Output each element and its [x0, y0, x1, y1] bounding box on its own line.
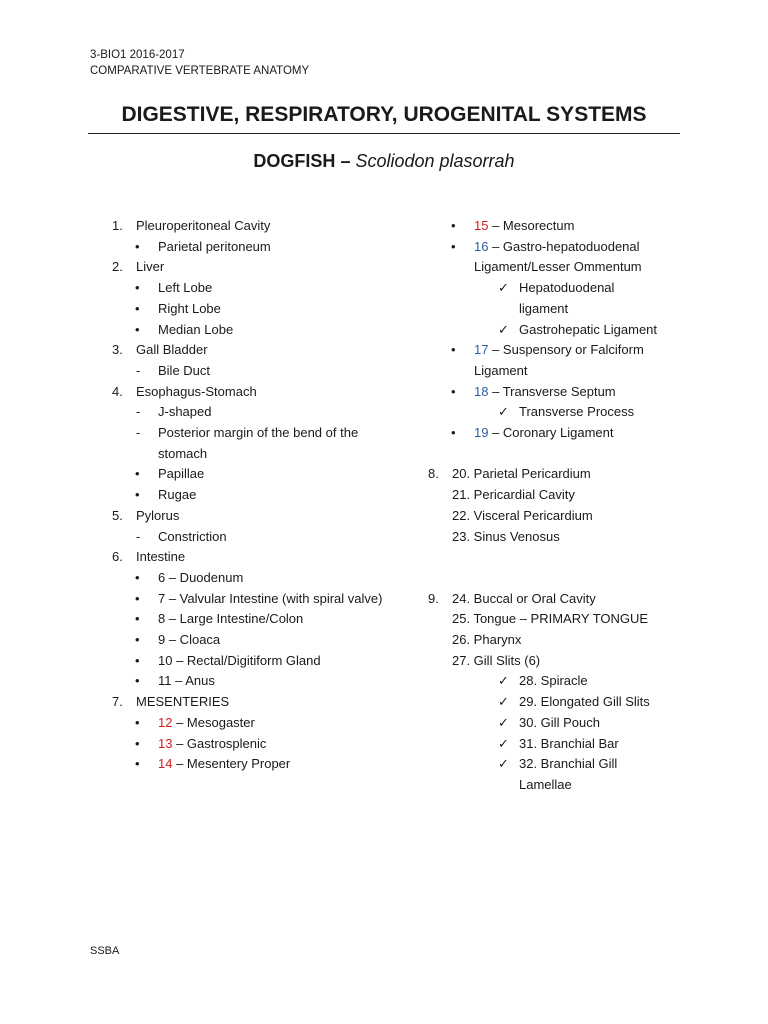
- dash-icon: -: [136, 404, 141, 420]
- sub-item: [112, 630, 402, 651]
- item-number: 12: [158, 714, 173, 730]
- sub-item-text: 7 – Valvular Intestine (with spiral valve): [158, 590, 383, 606]
- check-item-text: Hepatoduodenal ligament: [519, 280, 615, 316]
- sub-item-text: Papillae: [158, 466, 205, 482]
- bullet-icon: •: [135, 321, 140, 337]
- list-item-text: 23. Sinus Venosus: [452, 528, 560, 544]
- check-item: [430, 713, 720, 734]
- sub-item: [112, 609, 402, 630]
- list-item-text: 25. Tongue – PRIMARY TONGUE: [452, 611, 649, 627]
- checkmark-icon: ✓: [498, 756, 509, 772]
- sub-item-text: [474, 382, 720, 403]
- bullet-icon: •: [451, 383, 456, 399]
- sub-item: [112, 278, 402, 299]
- dash-icon: -: [136, 362, 141, 378]
- sub-item-text: Left Lobe: [158, 280, 213, 296]
- sub-item-text: 10 – Rectal/Digitiform Gland: [158, 652, 321, 668]
- check-item: [430, 734, 720, 755]
- sub-item-text: [474, 237, 684, 278]
- bullet-icon: •: [135, 569, 140, 585]
- list-item: [430, 630, 720, 651]
- sub-item: [112, 651, 402, 672]
- checkmark-icon: ✓: [498, 714, 509, 730]
- sub-item-text: [474, 423, 720, 444]
- sub-item-text: Constriction: [158, 528, 227, 544]
- item-label: – Transverse Septum: [488, 383, 616, 399]
- bullet-icon: •: [135, 487, 140, 503]
- list-number: 3.: [112, 342, 123, 358]
- sub-item-text: [158, 713, 402, 734]
- list-item-text: Gall Bladder: [136, 342, 208, 358]
- sub-item: [112, 237, 402, 258]
- list-item-7: [112, 692, 402, 713]
- item-label: – Coronary Ligament: [488, 425, 614, 441]
- list-item: [430, 651, 720, 672]
- check-item: [430, 754, 639, 795]
- sub-item-text: [158, 734, 402, 755]
- item-label: – Gastrosplenic: [172, 735, 267, 751]
- checkmark-icon: ✓: [498, 404, 509, 420]
- checkmark-icon: ✓: [498, 673, 509, 689]
- check-item-text: Gastrohepatic Ligament: [519, 321, 658, 337]
- sub-item: [112, 464, 402, 485]
- item-number: 17: [474, 342, 489, 358]
- item-label: – Suspensory or Falciform Ligament: [474, 342, 644, 378]
- sub-item: [112, 671, 402, 692]
- checkmark-icon: ✓: [498, 694, 509, 710]
- list-item-text: 22. Visceral Pericardium: [452, 507, 593, 523]
- sub-item: [112, 485, 402, 506]
- list-item: [430, 527, 720, 548]
- list-item-text: 24. Buccal or Oral Cavity: [452, 590, 596, 606]
- subtitle-scientific-name: Scoliodon plasorrah: [355, 151, 515, 171]
- dash-icon: -: [136, 528, 141, 544]
- list-item-text: 27. Gill Slits (6): [452, 652, 541, 668]
- item-number: 13: [158, 735, 173, 751]
- bullet-icon: •: [135, 714, 140, 730]
- list-item-text: MESENTERIES: [136, 694, 230, 710]
- bullet-icon: •: [135, 466, 140, 482]
- bullet-icon: •: [451, 425, 456, 441]
- bullet-icon: •: [135, 632, 140, 648]
- bullet-icon: •: [135, 280, 140, 296]
- bullet-icon: •: [451, 238, 456, 254]
- bullet-icon: •: [135, 673, 140, 689]
- check-item-text: 30. Gill Pouch: [519, 714, 600, 730]
- list-item-text: Intestine: [136, 549, 186, 565]
- list-item-1: [112, 216, 402, 237]
- check-item: [430, 671, 720, 692]
- sub-item-text: [474, 216, 720, 237]
- bullet-icon: •: [135, 735, 140, 751]
- bullet-icon: •: [135, 611, 140, 627]
- dash-icon: -: [136, 425, 141, 441]
- checkmark-icon: ✓: [498, 321, 509, 337]
- item-label: – Gastro-hepatoduodenal Ligament/Lesser Ommentum: [474, 238, 642, 275]
- sub-item-text: 6 – Duodenum: [158, 569, 244, 585]
- sub-item: [430, 216, 720, 237]
- list-item-5: [112, 506, 402, 527]
- spacer: [430, 444, 720, 465]
- sub-item: [112, 568, 402, 589]
- item-label: – Mesorectum: [488, 218, 575, 233]
- sub-item: [112, 320, 402, 341]
- sub-item: [112, 589, 402, 610]
- check-item-text: 32. Branchial Gill Lamellae: [519, 756, 618, 792]
- list-item-text: 21. Pericardial Cavity: [452, 487, 575, 503]
- item-number: 14: [158, 756, 173, 772]
- sub-item-text: Median Lobe: [158, 321, 234, 337]
- bullet-icon: •: [135, 238, 140, 254]
- list-number: 2.: [112, 259, 123, 275]
- bullet-icon: •: [135, 300, 140, 316]
- list-item-text: 20. Parietal Pericardium: [452, 466, 591, 482]
- item-number: 16: [474, 238, 489, 254]
- check-item: [430, 320, 720, 341]
- sub-item-text: Parietal peritoneum: [158, 238, 271, 254]
- item-number: 18: [474, 383, 489, 399]
- list-item-3: [112, 340, 402, 361]
- sub-item-text: 8 – Large Intestine/Colon: [158, 611, 304, 627]
- bullet-icon: •: [135, 590, 140, 606]
- bullet-icon: •: [135, 652, 140, 668]
- list-number: 1.: [112, 218, 123, 233]
- sub-item-text: 9 – Cloaca: [158, 632, 221, 648]
- list-item-6: [112, 547, 402, 568]
- check-item: [430, 402, 720, 423]
- list-item-2: [112, 257, 402, 278]
- header: [90, 47, 309, 79]
- course-code: 3-BIO1 2016-2017: [90, 49, 185, 61]
- sub-item: [112, 402, 402, 423]
- item-number: 19: [474, 425, 489, 441]
- bullet-icon: •: [451, 218, 456, 233]
- left-column: [112, 216, 402, 775]
- check-item: [430, 692, 720, 713]
- list-item: [430, 609, 720, 630]
- list-number: 9.: [428, 590, 439, 606]
- sub-item: [112, 754, 402, 775]
- sub-item: [112, 361, 402, 382]
- sub-item-text: J-shaped: [158, 404, 212, 420]
- list-item-text: Esophagus-Stomach: [136, 383, 257, 399]
- footer: SSBA: [90, 945, 120, 957]
- sub-item: [430, 423, 720, 444]
- list-number: 6.: [112, 549, 123, 565]
- bullet-icon: •: [451, 342, 456, 358]
- spacer: [430, 547, 720, 588]
- sub-item: [112, 734, 402, 755]
- list-number: 7.: [112, 694, 123, 710]
- list-item-text: Liver: [136, 259, 165, 275]
- sub-item-text: Posterior margin of the bend of the stomach: [158, 425, 359, 461]
- list-item-4: [112, 382, 402, 403]
- list-number: 8.: [428, 466, 439, 482]
- check-item: [430, 278, 649, 319]
- course-name: COMPARATIVE VERTEBRATE ANATOMY: [90, 65, 310, 77]
- subtitle-dash: –: [335, 151, 356, 171]
- item-number: 15: [474, 218, 489, 233]
- list-number: 4.: [112, 383, 123, 399]
- check-item-text: Transverse Process: [519, 404, 635, 420]
- check-item-text: 31. Branchial Bar: [519, 735, 619, 751]
- list-item-9: [430, 589, 720, 610]
- sub-item: [430, 237, 684, 278]
- item-label: – Mesentery Proper: [172, 756, 291, 772]
- sub-item-text: Bile Duct: [158, 362, 211, 378]
- right-column: [430, 216, 720, 796]
- list-number: 5.: [112, 507, 123, 523]
- sub-item: [430, 382, 720, 403]
- item-label: – Mesogaster: [172, 714, 255, 730]
- sub-item-text: [158, 754, 402, 775]
- list-item: [430, 506, 720, 527]
- bullet-icon: •: [135, 756, 140, 772]
- checkmark-icon: ✓: [498, 280, 509, 296]
- check-item-text: 28. Spiracle: [519, 673, 588, 689]
- list-item: [430, 485, 720, 506]
- check-item-text: 29. Elongated Gill Slits: [519, 694, 650, 710]
- list-item-text: Pleuroperitoneal Cavity: [136, 218, 271, 233]
- list-item-text: 26. Pharynx: [452, 632, 522, 648]
- title-divider: [88, 133, 680, 134]
- sub-item-text: [474, 340, 669, 381]
- sub-item-text: Rugae: [158, 487, 197, 503]
- list-item-text: Pylorus: [136, 507, 180, 523]
- sub-item: [112, 713, 402, 734]
- subtitle: [88, 147, 680, 175]
- list-item-8: [430, 464, 720, 485]
- sub-item: [112, 423, 402, 464]
- page-title: DIGESTIVE, RESPIRATORY, UROGENITAL SYSTEMS: [121, 103, 647, 126]
- sub-item-text: 11 – Anus: [158, 673, 215, 689]
- subtitle-animal: DOGFISH: [253, 151, 336, 171]
- sub-item: [112, 299, 402, 320]
- sub-item: [112, 527, 402, 548]
- checkmark-icon: ✓: [498, 735, 509, 751]
- sub-item: [430, 340, 669, 381]
- sub-item-text: Right Lobe: [158, 300, 221, 316]
